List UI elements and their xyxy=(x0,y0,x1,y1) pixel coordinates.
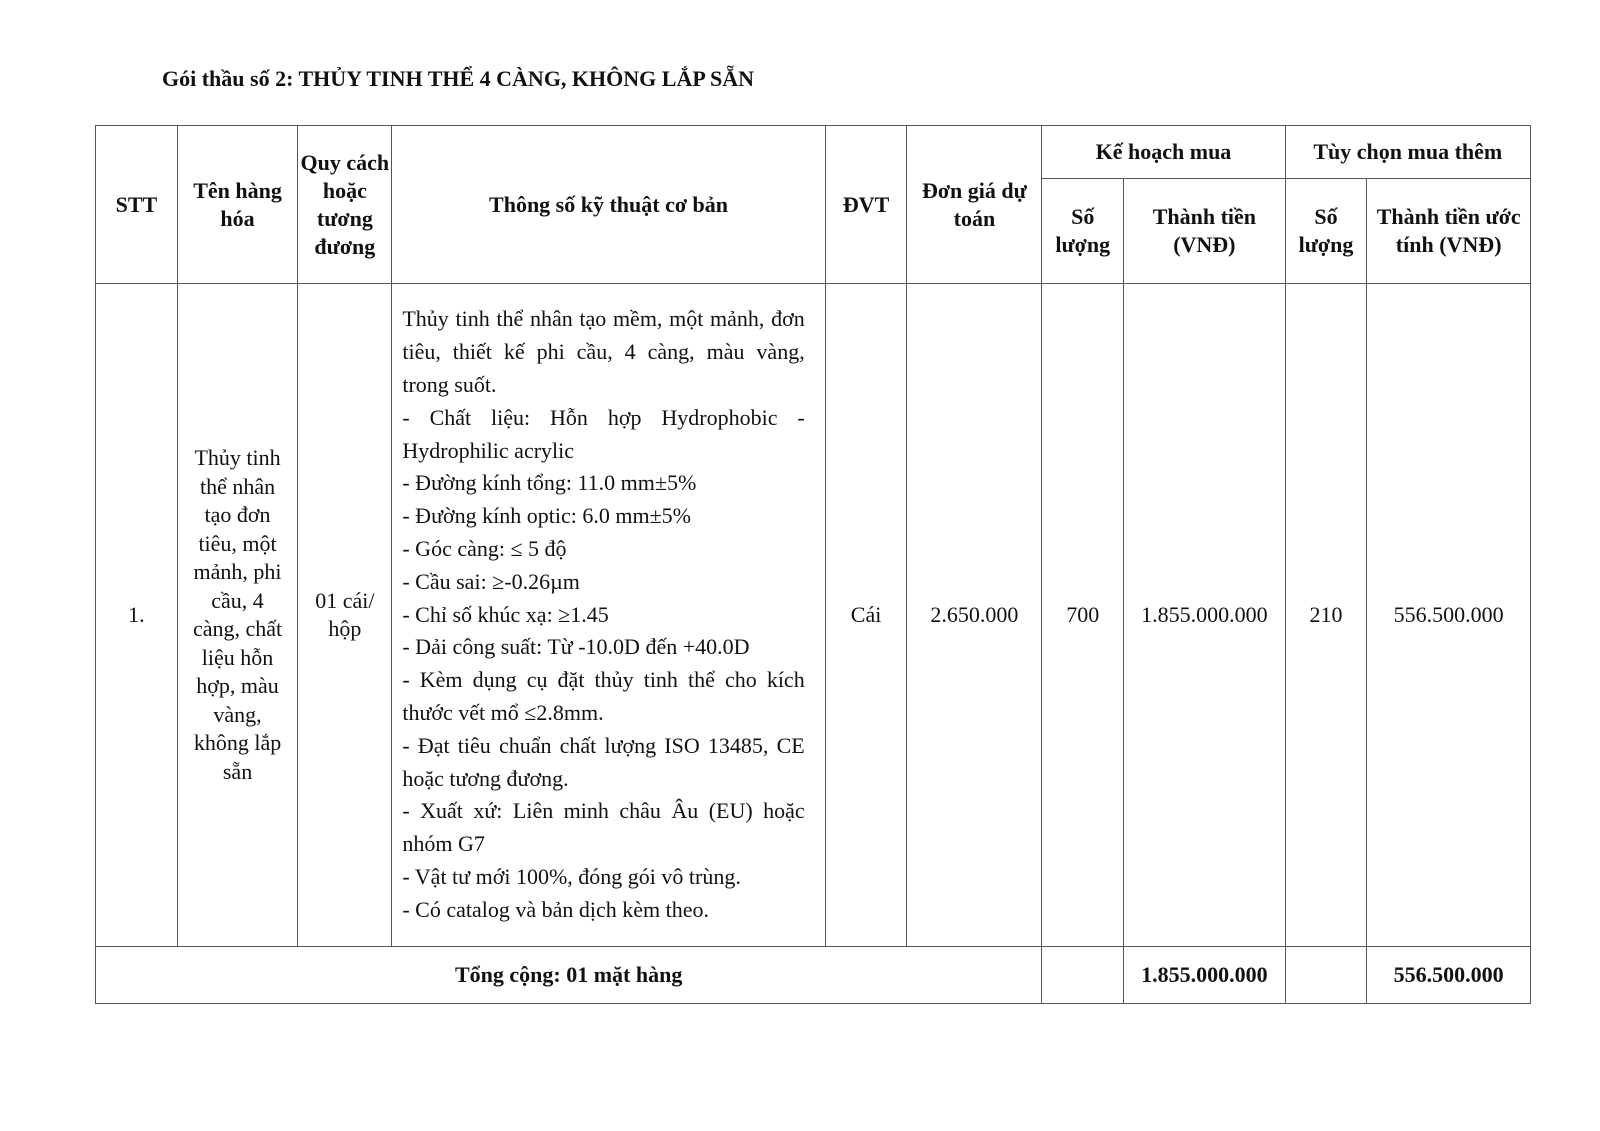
procurement-table xyxy=(95,125,1531,1004)
header-thanh-tien-2: Thành tiền ước tính (VNĐ) xyxy=(1367,179,1531,284)
cell-quy-cach: 01 cái/ hộp xyxy=(298,284,392,947)
spec-line: - Kèm dụng cụ đặt thủy tinh thể cho kích thước vết mổ ≤2.8mm. xyxy=(402,667,805,725)
cell-dvt: Cái xyxy=(825,284,907,947)
spec-line: - Cầu sai: ≥-0.26µm xyxy=(402,568,580,594)
spec-line: Thủy tinh thể nhân tạo mềm, một mảnh, đơn tiêu, thiết kế phi cầu, 4 càng, màu vàng, trong suốt. xyxy=(402,306,805,398)
total-row xyxy=(96,947,1531,1004)
header-row-1 xyxy=(96,126,1531,179)
spec-line: - Có catalog và bản dịch kèm theo. xyxy=(402,896,710,922)
cell-don-gia: 2.650.000 xyxy=(907,284,1042,947)
total-empty-2 xyxy=(1285,947,1367,1004)
header-ke-hoach-mua: Kế hoạch mua xyxy=(1042,126,1285,179)
spec-line: - Vật tư mới 100%, đóng gói vô trùng. xyxy=(402,863,741,889)
document-title: Gói thầu số 2: THỦY TINH THỂ 4 CÀNG, KHÔNG LẮP SẴN xyxy=(162,66,755,91)
header-quy-cach: Quy cách hoặc tương đương xyxy=(298,126,392,284)
header-stt: STT xyxy=(96,126,178,284)
spec-line: - Chỉ số khúc xạ: ≥1.45 xyxy=(402,601,609,627)
spec-line: - Đạt tiêu chuẩn chất lượng ISO 13485, CE hoặc tương đương. xyxy=(402,732,805,791)
spec-line: - Chất liệu: Hỗn hợp Hydrophobic - Hydrophilic acrylic xyxy=(402,404,805,463)
total-empty-1 xyxy=(1042,947,1124,1004)
spec-line: - Đường kính tổng: 11.0 mm±5% xyxy=(402,470,697,496)
table-row xyxy=(96,284,1531,947)
spec-line: - Dải công suất: Từ -10.0D đến +40.0D xyxy=(402,634,750,660)
header-ten-hang-hoa: Tên hàng hóa xyxy=(177,126,298,284)
cell-thanh-tien-2: 556.500.000 xyxy=(1367,284,1531,947)
header-thanh-tien-1: Thành tiền (VNĐ) xyxy=(1124,179,1285,284)
cell-thong-so xyxy=(392,284,825,947)
header-so-luong-1: Số lượng xyxy=(1042,179,1124,284)
header-don-gia: Đơn giá dự toán xyxy=(907,126,1042,284)
header-dvt: ĐVT xyxy=(825,126,907,284)
header-tuy-chon-mua-them: Tùy chọn mua thêm xyxy=(1285,126,1530,179)
cell-ten-hang-hoa: Thủy tinh thể nhân tạo đơn tiêu, một mảnh, phi cầu, 4 càng, chất liệu hỗn hợp, màu vàng, không lắp sẵn xyxy=(177,284,298,947)
total-label: Tổng cộng: 01 mặt hàng xyxy=(96,947,1042,1004)
header-so-luong-2: Số lượng xyxy=(1285,179,1367,284)
cell-stt: 1. xyxy=(96,284,178,947)
total-thanh-tien-2: 556.500.000 xyxy=(1367,947,1531,1004)
cell-so-luong-1: 700 xyxy=(1042,284,1124,947)
cell-so-luong-2: 210 xyxy=(1285,284,1367,947)
header-thong-so: Thông số kỹ thuật cơ bản xyxy=(392,126,825,284)
cell-thanh-tien-1: 1.855.000.000 xyxy=(1124,284,1285,947)
spec-line: - Xuất xứ: Liên minh châu Âu (EU) hoặc nhóm G7 xyxy=(402,798,805,857)
spec-line: - Đường kính optic: 6.0 mm±5% xyxy=(402,503,691,529)
total-thanh-tien-1: 1.855.000.000 xyxy=(1124,947,1285,1004)
spec-line: - Góc càng: ≤ 5 độ xyxy=(402,536,567,561)
